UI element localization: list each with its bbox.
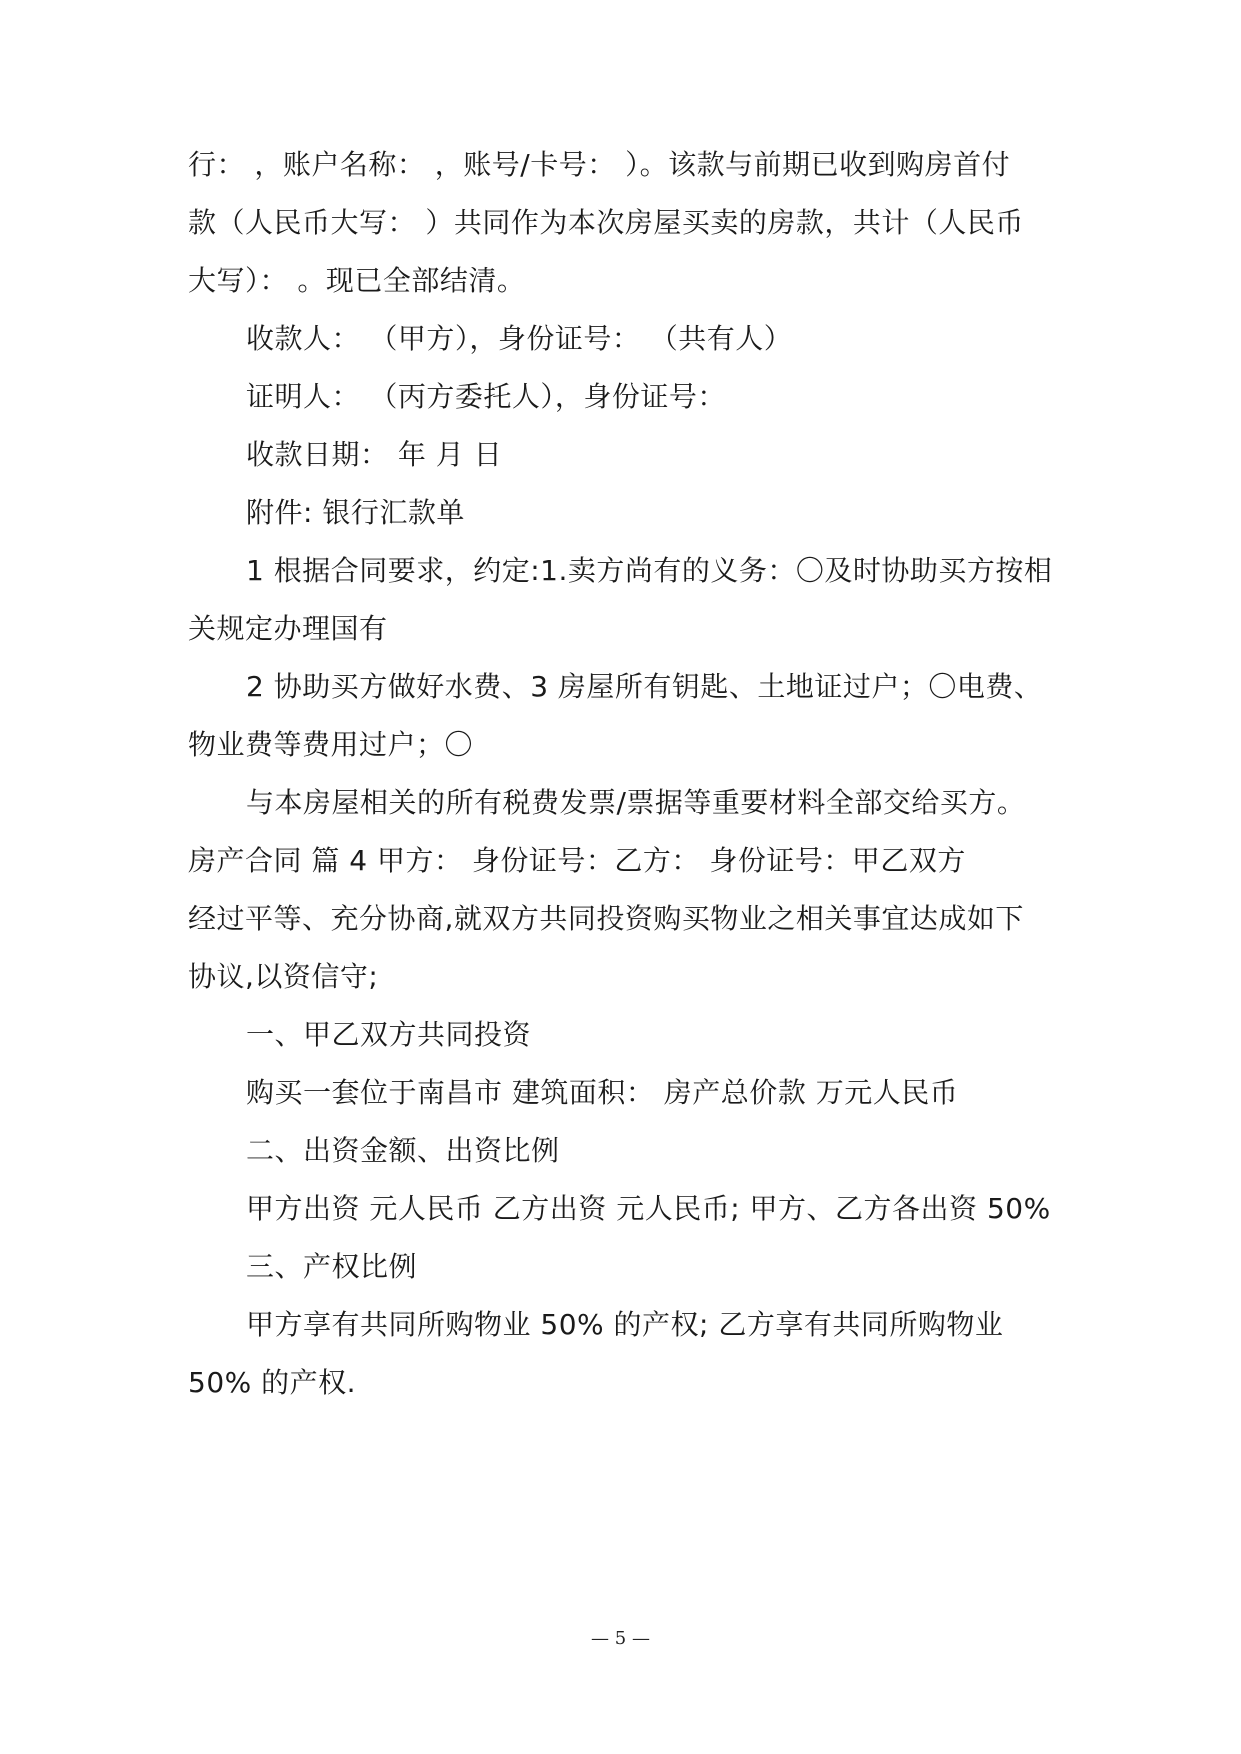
paragraph-line: 附件: 银行汇款单 xyxy=(246,496,465,529)
paragraph-line: 甲方享有共同所购物业 50% 的产权; 乙方享有共同所购物业 xyxy=(246,1308,1004,1341)
paragraph-line: 与本房屋相关的所有税费发票/票据等重要材料全部交给买方。 xyxy=(246,786,1026,819)
paragraph-line: 购买一套位于南昌市 建筑面积： 房产总价款 万元人民币 xyxy=(246,1076,959,1109)
clause-heading: 二、出资金额、出资比例 xyxy=(246,1134,560,1167)
paragraph-line: 50% 的产权. xyxy=(188,1366,357,1399)
paragraph-line: 收款日期： 年 月 日 xyxy=(246,438,503,471)
paragraph-line: 行： ，账户名称： ，账号/卡号： ）。该款与前期已收到购房首付 xyxy=(188,148,1011,181)
paragraph-line: 协议,以资信守; xyxy=(188,960,379,993)
section-heading-line: 房产合同 篇 4 甲方： 身份证号：乙方： 身份证号：甲乙双方 xyxy=(188,844,966,877)
paragraph-line: 物业费等费用过户；〇 xyxy=(188,728,474,761)
paragraph-line: 款（人民币大写： ）共同作为本次房屋买卖的房款，共计（人民币 xyxy=(188,206,1024,239)
clause-heading: 三、产权比例 xyxy=(246,1250,418,1283)
paragraph-line: 大写）： 。现已全部结清。 xyxy=(188,264,526,297)
clause-heading: 一、甲乙双方共同投资 xyxy=(246,1018,532,1051)
paragraph-line: 甲方出资 元人民币 乙方出资 元人民币; 甲方、乙方各出资 50% xyxy=(246,1192,1051,1225)
paragraph-line: 经过平等、充分协商,就双方共同投资购买物业之相关事宜达成如下 xyxy=(188,902,1024,935)
paragraph-line: 收款人： （甲方），身份证号： （共有人） xyxy=(246,322,793,355)
paragraph-line: 1 根据合同要求，约定:1.卖方尚有的义务：〇及时协助买方按相 xyxy=(246,554,1053,587)
paragraph-line: 证明人： （丙方委托人），身份证号： xyxy=(246,380,726,413)
paragraph-line: 关规定办理国有 xyxy=(188,612,388,645)
paragraph-line: 2 协助买方做好水费、3 房屋所有钥匙、土地证过户；〇电费、 xyxy=(246,670,1043,703)
page-number: — 5 — xyxy=(591,1628,650,1649)
